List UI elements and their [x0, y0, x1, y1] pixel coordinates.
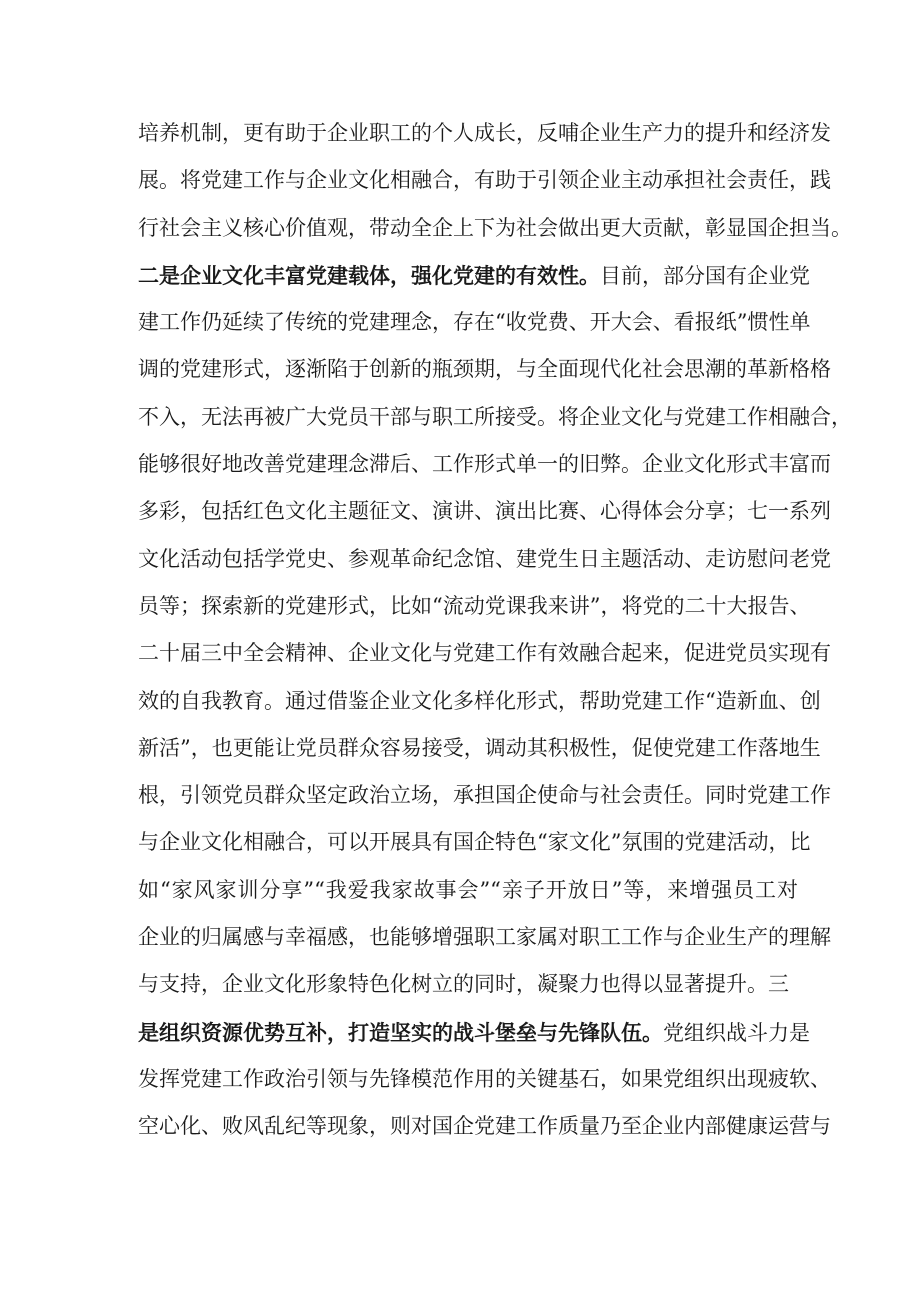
- text-line: [138, 157, 831, 204]
- text-line: [138, 252, 810, 299]
- text-line: [138, 536, 831, 583]
- text-segment: 能够很好地改善党建理念滞后、工作形式单一的旧弊。企业文化形式丰富而: [138, 452, 831, 477]
- text-line: [138, 488, 831, 535]
- text-line: [138, 772, 831, 819]
- text-line: [138, 205, 852, 252]
- text-line: [138, 630, 831, 677]
- text-segment: 调的党建形式，逐渐陷于创新的瓶颈期，与全面现代化社会思潮的革新格格: [138, 357, 831, 382]
- text-segment: 党组织战斗力是: [663, 1020, 810, 1045]
- text-line: [138, 914, 831, 961]
- text-line: [138, 299, 811, 346]
- text-line: [138, 725, 821, 772]
- text-segment: 空心化、败风乱纪等现象，则对国企党建工作质量乃至企业内部健康运营与: [138, 1114, 831, 1139]
- text-segment: 与支持，企业文化形象特色化树立的同时，凝聚力也得以显著提升。三: [138, 972, 789, 997]
- text-segment: 不入，无法再被广大党员干部与职工所接受。将企业文化与党建工作相融合，: [138, 404, 852, 429]
- text-segment: 多彩，包括红色文化主题征文、演讲、演出比赛、心得体会分享；七一系列: [138, 499, 831, 524]
- text-line: [138, 678, 821, 725]
- bold-heading-segment: 是组织资源优势互补，打造坚实的战斗堡垒与先锋队伍。: [138, 1019, 663, 1045]
- bold-heading-segment: 二是企业文化丰富党建载体，强化党建的有效性。: [138, 262, 600, 288]
- text-line: [138, 867, 798, 914]
- text-line: [138, 1009, 810, 1056]
- text-segment: 培养机制，更有助于企业职工的个人成长，反哺企业生产力的提升和经济发: [138, 121, 831, 145]
- text-line: [138, 1103, 831, 1150]
- text-segment: 企业的归属感与幸福感，也能够增强职工家属对职工工作与企业生产的理解: [138, 925, 831, 950]
- text-line: [138, 1056, 831, 1103]
- text-line: [138, 961, 798, 1008]
- text-segment: 展。将党建工作与企业文化相融合，有助于引领企业主动承担社会责任，践: [138, 168, 831, 193]
- text-line: [138, 583, 811, 630]
- text-segment: 目前，部分国有企业党: [600, 263, 810, 288]
- text-segment: 新活”，也更能让党员群众容易接受，调动其积极性，促使党建工作落地生: [138, 735, 821, 760]
- text-line: [138, 394, 852, 441]
- text-line: [138, 346, 831, 393]
- text-segment: 员等；探索新的党建形式，比如“流动党课我来讲”，将党的二十大报告、: [138, 593, 811, 618]
- text-segment: 与企业文化相融合，可以开展具有国企特色“家文化”氛围的党建活动，比: [138, 830, 811, 855]
- text-line: [138, 441, 831, 488]
- body-text: [138, 110, 852, 1151]
- text-segment: 二十届三中全会精神、企业文化与党建工作有效融合起来，促进党员实现有: [138, 641, 831, 666]
- text-segment: 文化活动包括学党史、参观革命纪念馆、建党生日主题活动、走访慰问老党: [138, 546, 831, 571]
- text-segment: 行社会主义核心价值观，带动全企上下为社会做出更大贡献，彰显国企担当。: [138, 215, 852, 240]
- text-line: [138, 110, 831, 157]
- text-segment: 建工作仍延续了传统的党建理念，存在“收党费、开大会、看报纸”惯性单: [138, 310, 811, 335]
- text-segment: 效的自我教育。通过借鉴企业文化多样化形式，帮助党建工作“造新血、创: [138, 688, 821, 713]
- text-segment: 如“家风家训分享”“我爱我家故事会”“亲子开放日”等，来增强员工对: [138, 877, 798, 902]
- text-line: [138, 819, 811, 866]
- text-segment: 根，引领党员群众坚定政治立场，承担国企使命与社会责任。同时党建工作: [138, 783, 831, 808]
- text-segment: 发挥党建工作政治引领与先锋模范作用的关键基石，如果党组织出现疲软、: [138, 1066, 831, 1091]
